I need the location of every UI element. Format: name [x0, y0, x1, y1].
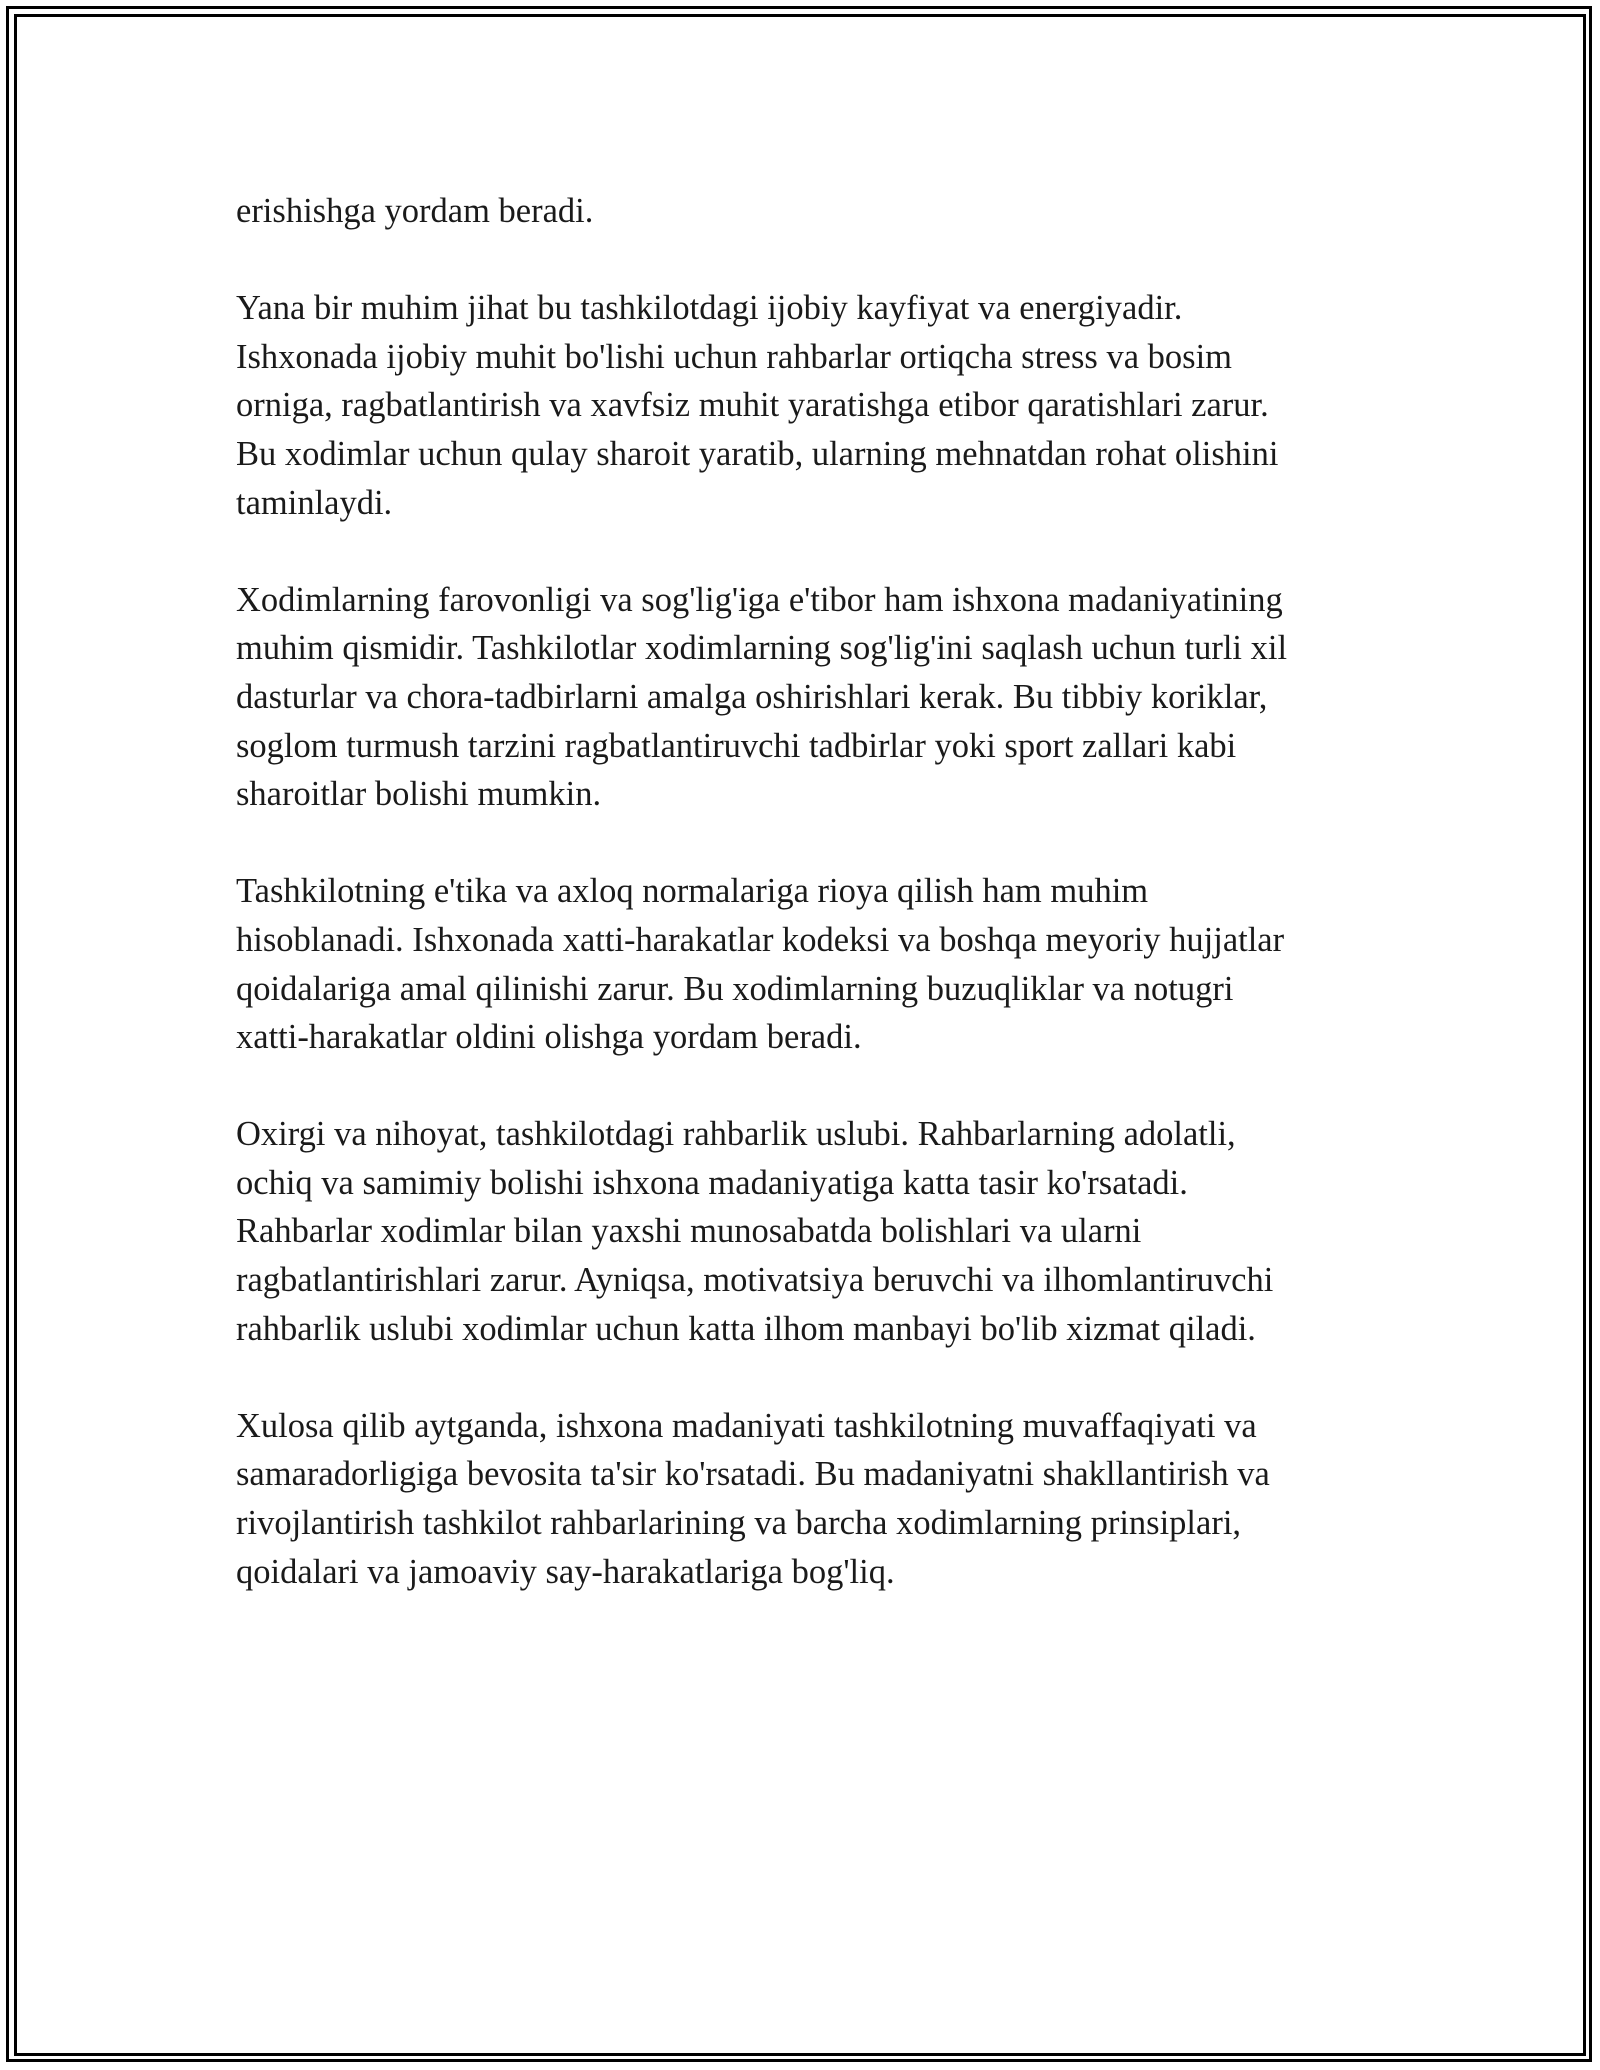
text-line: ragbatlantirishlari zarur. Ayniqsa, motivatsiya beruvchi va ilhomlantiruvchi [236, 1261, 1274, 1300]
text-line: soglom turmush tarzini ragbatlantiruvchi tadbirlar yoki sport zallari kabi [236, 726, 1237, 765]
text-line: Ishxonada ijobiy muhit bo'lishi uchun rahbarlar ortiqcha stress va bosim [236, 337, 1232, 376]
text-line: erishishga yordam beradi. [236, 192, 594, 230]
text-line: qoidalariga amal qilinishi zarur. Bu xodimlarning buzuqliklar va notugri [236, 969, 1234, 1008]
text-line: orniga, ragbatlantirish va xavfsiz muhit yaratishga etibor qaratishlari zarur. [236, 386, 1269, 425]
text-line: ochiq va samimiy bolishi ishxona madaniyatiga katta tasir ko'rsatadi. [236, 1163, 1188, 1202]
document-body [236, 187, 1396, 1645]
text-line: rahbarlik uslubi xodimlar uchun katta ilhom manbayi bo'lib xizmat qiladi. [236, 1309, 1256, 1348]
text-line: dasturlar va chora-tadbirlarni amalga oshirishlari kerak. Bu tibbiy koriklar, [236, 677, 1268, 716]
text-line: Xulosa qilib aytganda, ishxona madaniyati tashkilotning muvaffaqiyati va [236, 1406, 1257, 1445]
text-line: Bu xodimlar uchun qulay sharoit yaratib, ularning mehnatdan rohat olishini [236, 434, 1279, 473]
paragraph-2 [236, 284, 1396, 527]
paragraph-5 [236, 1110, 1396, 1353]
text-line: hisoblanadi. Ishxonada xatti-harakatlar kodeksi va boshqa meyoriy hujjatlar [236, 920, 1285, 959]
text-line: samaradorligiga bevosita ta'sir ko'rsatadi. Bu madaniyatni shakllantirish va [236, 1455, 1270, 1494]
text-line: qoidalari va jamoaviy say-harakatlariga bog'liq. [236, 1552, 895, 1591]
text-line: Xodimlarning farovonligi va sog'lig'iga e'tibor ham ishxona madaniyatining [236, 580, 1283, 619]
text-line: Rahbarlar xodimlar bilan yaxshi munosabatda bolishlari va ularni [236, 1212, 1142, 1251]
text-line: rivojlantirish tashkilot rahbarlarining va barcha xodimlarning prinsiplari, [236, 1504, 1242, 1543]
paragraph-3 [236, 576, 1396, 819]
text-line: Oxirgi va nihoyat, tashkilotdagi rahbarlik uslubi. Rahbarlarning adolatli, [236, 1115, 1236, 1154]
paragraph-6 [236, 1402, 1396, 1596]
paragraph-1 [236, 187, 1396, 236]
text-line: xatti-harakatlar oldini olishga yordam beradi. [236, 1018, 862, 1057]
text-line: Tashkilotning e'tika va axloq normalariga rioya qilish ham muhim [236, 872, 1149, 911]
text-line: Yana bir muhim jihat bu tashkilotdagi ijobiy kayfiyat va energiyadir. [236, 289, 1183, 328]
text-line: muhim qismidir. Tashkilotlar xodimlarning sog'lig'ini saqlash uchun turli xil [236, 629, 1288, 668]
paragraph-4 [236, 867, 1396, 1061]
text-line: sharoitlar bolishi mumkin. [236, 775, 602, 814]
text-line: taminlaydi. [236, 483, 393, 522]
